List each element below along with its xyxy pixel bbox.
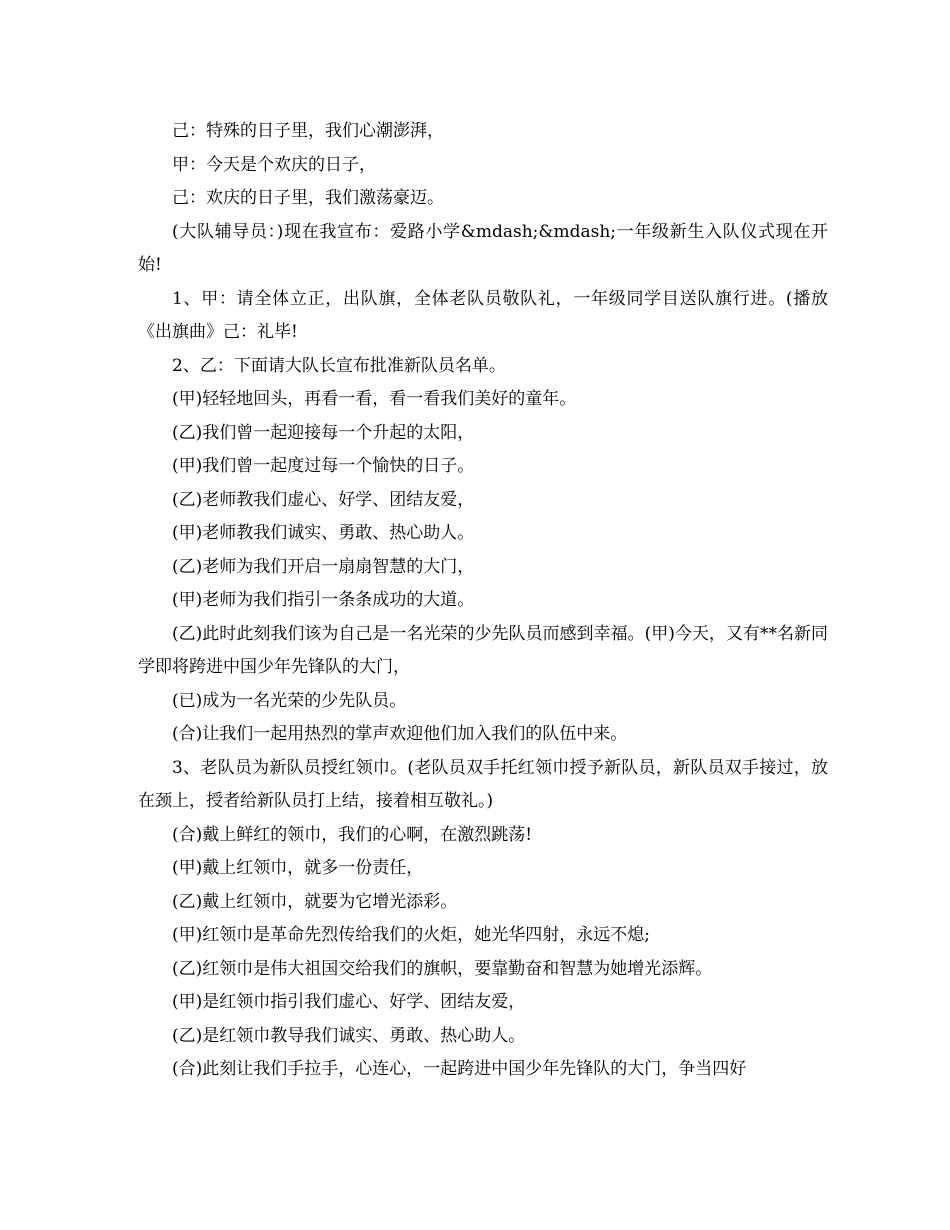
paragraph: (乙)红领巾是伟大祖国交给我们的旗帜，要靠勤奋和智慧为她增光添辉。 [172,958,713,979]
paragraph: (乙)我们曾一起迎接每一个升起的太阳， [172,422,475,443]
paragraph: (甲)是红领巾指引我们虚心、好学、团结友爱， [172,992,526,1012]
paragraph: (甲)我们曾一起度过每一个愉快的日子。 [172,456,475,476]
paragraph: 甲：今天是个欢庆的日子， [172,154,376,175]
paragraph: 1、甲：请全体立正，出队旗，全体老队员敬队礼，一年级同学目送队旗行进。(播放《出旗曲》己：礼毕! [138,288,828,342]
paragraph: (合)此刻让我们手拉手，心连心，一起跨进中国少年先锋队的大门，争当四好 [172,1059,747,1079]
paragraph: (甲)红领巾是革命先烈传给我们的火炬，她光华四射，永远不熄; [172,925,650,945]
paragraph: (合)戴上鲜红的领巾，我们的心啊，在激烈跳荡! [172,824,533,845]
paragraph: 3、老队员为新队员授红领巾。(老队员双手托红领巾授予新队员，新队员双手接过，放在颈上，授者给新队员打上结，接着相互敬礼。) [138,757,828,811]
paragraph: 己：特殊的日子里，我们心潮澎湃， [172,121,444,141]
paragraph: (大队辅导员：)现在我宣布：爱路小学&mdash;&mdash;一年级新生入队仪式现在开始! [138,221,828,275]
paragraph: (乙)是红领巾教导我们诚实、勇敢、热心助人。 [172,1025,526,1046]
paragraph: (甲)戴上红领巾，就多一份责任， [172,858,424,878]
paragraph: (甲)老师教我们诚实、勇敢、热心助人。 [172,523,475,543]
paragraph: 2、乙：下面请大队长宣布批准新队员名单。 [172,355,506,376]
paragraph: (乙)老师为我们开启一扇扇智慧的大门， [172,556,475,577]
paragraph: (乙)此时此刻我们该为自己是一名光荣的少先队员而感到幸福。(甲)今天，又有**名新同学即将跨进中国少年先锋队的大门， [138,623,828,677]
paragraph: (乙)戴上红领巾，就要为它增光添彩。 [172,891,458,912]
paragraph: (已)成为一名光荣的少先队员。 [172,690,407,711]
paragraph: 己：欢庆的日子里，我们激荡豪迈。 [172,188,444,208]
document-body [138,115,828,1087]
paragraph: (乙)老师教我们虚心、好学、团结友爱， [172,489,475,510]
paragraph: (甲)老师为我们指引一条条成功的大道。 [172,590,475,610]
paragraph: (甲)轻轻地回头，再看一看，看一看我们美好的童年。 [172,389,577,409]
paragraph: (合)让我们一起用热烈的掌声欢迎他们加入我们的队伍中来。 [172,724,628,744]
